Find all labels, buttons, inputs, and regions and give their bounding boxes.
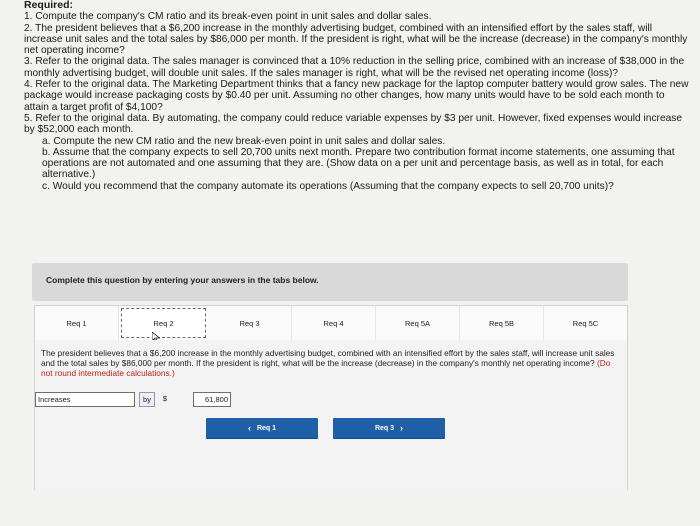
requirement-1: 1. Compute the company's CM ratio and its break-even point in unit sales and dollar sales. <box>24 11 432 23</box>
tab-req-3[interactable]: Req 3 <box>208 306 292 340</box>
rounding-note: (Do not round intermediate calculations.) <box>41 358 611 378</box>
by-label: by <box>139 392 155 407</box>
chevron-right-icon: › <box>400 423 404 433</box>
answer-row <box>35 392 235 406</box>
tab-req-2[interactable]: Req 2 <box>121 308 206 338</box>
requirement-2: 2. The president believes that a $6,200 increase in the monthly advertising budget, combined with an intensified effort by the sales staff, will increase unit sales and the total sales by $86,000 per month. If the president is right, what will be the increase (decrease) in the company's monthly net operating income? <box>24 22 688 57</box>
tab-req-5c[interactable]: Req 5C <box>572 318 599 328</box>
requirement-4: 4. Refer to the original data. The Marketing Department thinks that a fancy new package for the laptop computer battery would grow sales. The new package would increase packaging costs by $0.40 per unit. Assuming no other changes, how many units would have to be sold each month to attain a target profit of $4,100? <box>24 79 689 113</box>
requirement-3: 3. Refer to the original data. The sales manager is convinced that a 10% reduction in the selling price, combined with an increase of $38,000 in the monthly advertising budget, will double unit sales. If the sales manager is right, what will be the revised net operating income (loss)? <box>24 56 685 79</box>
tab-req-5b[interactable]: Req 5B <box>460 306 544 340</box>
requirement-tabs <box>34 305 628 341</box>
prev-req-label: Req 1 <box>256 424 277 432</box>
next-req-label: Req 3 <box>374 424 395 432</box>
tab-content-req-2 <box>34 340 628 490</box>
chevron-left-icon: ‹ <box>247 423 251 433</box>
tab-req-5a[interactable]: Req 5A <box>376 306 460 340</box>
requirement-5b: b. Assume that the company expects to sell 20,700 units next month. Prepare two contribution format income statements, one assuming that operations are not automated and one assuming that they are. (Show data on a per unit and percentage basis, as well as in total, for each alternative.) <box>42 146 675 181</box>
next-req-button[interactable] <box>333 418 445 438</box>
amount-input[interactable]: 61,800 <box>193 392 231 407</box>
question-text: The president believes that a $6,200 increase in the monthly advertising budget, combined with an intensified effort by the sales staff, will increase unit sales and the total sales by $86,000 per month. If the president is right, what will be the increase (decrease) in the company's monthly net operating income? <box>41 348 615 368</box>
required-title: Required: <box>24 0 74 11</box>
tab-req-4[interactable]: Req 4 <box>292 306 376 340</box>
requirement-5a: a. Compute the new CM ratio and the new break-even point in unit sales and dollar sales. <box>42 135 446 147</box>
instruction-text: Complete this question by entering your answers in the tabs below. <box>46 275 319 285</box>
instruction-panel <box>32 263 628 301</box>
requirement-5: 5. Refer to the original data. By automating, the company could reduce variable expenses by $3 per unit. However, fixed expenses would increase by $52,000 each month. <box>24 112 683 136</box>
requirements-section <box>24 0 692 192</box>
dollar-sign: $ <box>162 394 168 403</box>
increase-decrease-select[interactable]: Increases <box>35 392 135 407</box>
tab-req-1[interactable]: Req 1 <box>35 306 119 340</box>
question-prompt <box>41 348 617 378</box>
requirement-5c: c. Would you recommend that the company automate its operations (Assuming that the company expects to sell 20,700 units)? <box>42 180 614 192</box>
prev-req-button[interactable] <box>206 418 318 438</box>
